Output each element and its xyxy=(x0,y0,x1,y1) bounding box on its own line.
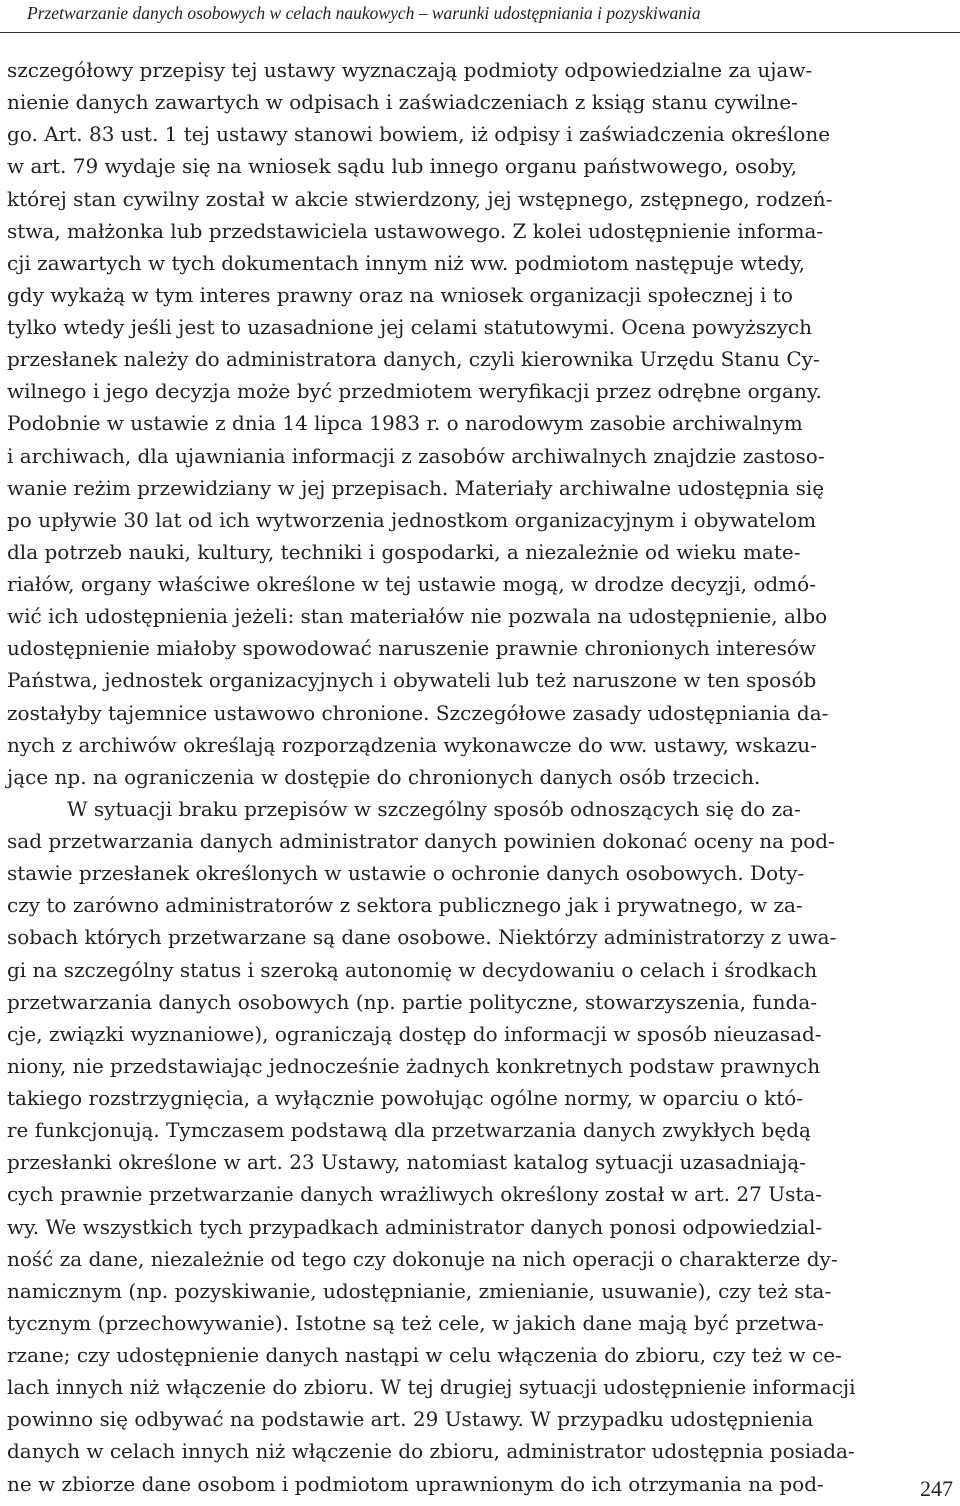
text-line: lach innych niż włączenie do zbioru. W tej drugiej sytuacji udostępnienie informacji xyxy=(7,1375,856,1400)
text-line: takiego rozstrzygnięcia, a wyłącznie powołując ogólne normy, w oparciu o któ- xyxy=(7,1086,804,1110)
text-line: nych z archiwów określają rozporządzenia wykonawcze do ww. ustawy, wskazu- xyxy=(7,732,817,757)
text-line: rzane; czy udostępnienie danych nastąpi w celu włączenia do zbioru, czy też w ce- xyxy=(7,1343,842,1367)
text-line: zostałyby tajemnice ustawowo chronione. Szczegółowe zasady udostępniania da- xyxy=(7,700,829,725)
text-line: czy to zarówno administratorów z sektora publicznego jak i prywatnego, w za- xyxy=(7,893,803,918)
text-line: gdy wykażą w tym interes prawny oraz na wniosek organizacji społecznej i to xyxy=(7,282,793,307)
text-line: wilnego i jego decyzja może być przedmiotem weryfikacji przez odrębne organy. xyxy=(7,379,822,404)
text-line: cji zawartych w tych dokumentach innym niż ww. podmiotom następuje wtedy, xyxy=(7,250,805,275)
text-line: wić ich udostępnienia jeżeli: stan materiałów nie pozwala na udostępnienie, albo xyxy=(7,604,828,629)
text-line: szczegółowy przepisy tej ustawy wyznaczają podmioty odpowiedzialne za ujaw- xyxy=(7,58,813,82)
text-line: w art. 79 wydaje się na wniosek sądu lub innego organu państwowego, osoby, xyxy=(7,154,798,179)
text-line: gi na szczególny status i szeroką autonomię w decydowaniu o celach i środkach xyxy=(7,957,818,982)
text-line: Podobnie w ustawie z dnia 14 lipca 1983 r. o narodowym zasobie archiwalnym xyxy=(7,411,803,436)
text-line: danych w celach innych niż włączenie do zbioru, administrator udostępnia posiada- xyxy=(7,1439,855,1464)
text-line: wy. We wszystkich tych przypadkach administrator danych ponosi odpowiedzial- xyxy=(7,1214,823,1239)
text-line: po upływie 30 lat od ich wytworzenia jednostkom organizacyjnym i obywatelom xyxy=(7,507,817,532)
paragraph-start-line: W sytuacji braku przepisów w szczególny sposób odnoszących się do za- xyxy=(67,796,801,821)
text-line: przesłanek należy do administratora danych, czyli kierownika Urzędu Stanu Cy- xyxy=(7,347,820,372)
text-line: ne w zbiorze dane osobom i podmiotom uprawnionym do ich otrzymania na pod- xyxy=(7,1471,824,1496)
text-line: sobach których przetwarzane są dane osobowe. Niektórzy administratorzy z uwa- xyxy=(7,925,837,950)
running-header: Przetwarzanie danych osobowych w celach naukowych – warunki udostępniania i pozyskiwania xyxy=(27,3,701,23)
text-line: udostępnienie miałoby spowodować naruszenie prawnie chronionych interesów xyxy=(7,636,817,661)
text-line: której stan cywilny został w akcie stwierdzony, jej wstępnego, zstępnego, rodzeń- xyxy=(7,186,833,211)
text-line: sad przetwarzania danych administrator danych powinien dokonać oceny na pod- xyxy=(7,829,835,853)
text-line: nienie danych zawartych w odpisach i zaświadczeniach z ksiąg stanu cywilne- xyxy=(7,90,798,115)
text-line: riałów, organy właściwe określone w tej ustawie mogą, w drodze decyzji, odmó- xyxy=(7,572,816,596)
text-line: stawie przesłanek określonych w ustawie o ochronie danych osobowych. Doty- xyxy=(7,861,805,886)
text-line: namicznym (np. pozyskiwanie, udostępnianie, zmienianie, usuwanie), czy też sta- xyxy=(7,1278,832,1303)
header-rule xyxy=(0,32,960,33)
body-text xyxy=(7,54,953,1500)
text-line: wanie reżim przewidziany w jej przepisach. Materiały archiwalne udostępnia się xyxy=(7,475,825,500)
text-line: ność za dane, niezależnie od tego czy dokonuje na nich operacji o charakterze dy- xyxy=(7,1246,838,1271)
page-number: 247 xyxy=(920,1476,953,1501)
text-line: tycznym (przechowywanie). Istotne są też cele, w jakich dane mają być przetwa- xyxy=(7,1310,824,1335)
text-line: przetwarzania danych osobowych (np. partie polityczne, stowarzyszenia, funda- xyxy=(7,989,818,1014)
text-line: niony, nie przedstawiając jednocześnie żadnych konkretnych podstaw prawnych xyxy=(7,1053,821,1078)
text-line: i archiwach, dla ujawniania informacji z zasobów archiwalnych znajdzie zastoso- xyxy=(7,443,825,468)
text-line: stwa, małżonka lub przedstawiciela ustawowego. Z kolei udostępnienie informa- xyxy=(7,218,824,243)
text-line: jące np. na ograniczenia w dostępie do chronionych danych osób trzecich. xyxy=(7,764,761,789)
text-line: tylko wtedy jeśli jest to uzasadnione jej celami statutowymi. Ocena powyższych xyxy=(7,315,812,339)
text-line: re funkcjonują. Tymczasem podstawą dla przetwarzania danych zwykłych będą xyxy=(7,1118,811,1143)
text-line: cych prawnie przetwarzanie danych wrażliwych określony został w art. 27 Usta- xyxy=(7,1182,823,1207)
text-line: cje, związki wyznaniowe), ograniczają dostęp do informacji w sposób nieuzasad- xyxy=(7,1021,822,1046)
text-line: Państwa, jednostek organizacyjnych i obywateli lub też naruszone w ten sposób xyxy=(7,668,817,693)
text-line: go. Art. 83 ust. 1 tej ustawy stanowi bowiem, iż odpisy i zaświadczenia określone xyxy=(7,122,831,147)
text-line: przesłanki określone w art. 23 Ustawy, natomiast katalog sytuacji uzasadniają- xyxy=(7,1150,806,1175)
text-line: dla potrzeb nauki, kultury, techniki i gospodarki, a niezależnie od wieku mate- xyxy=(7,539,801,564)
text-line: powinno się odbywać na podstawie art. 29 Ustawy. W przypadku udostępnienia xyxy=(7,1407,814,1432)
